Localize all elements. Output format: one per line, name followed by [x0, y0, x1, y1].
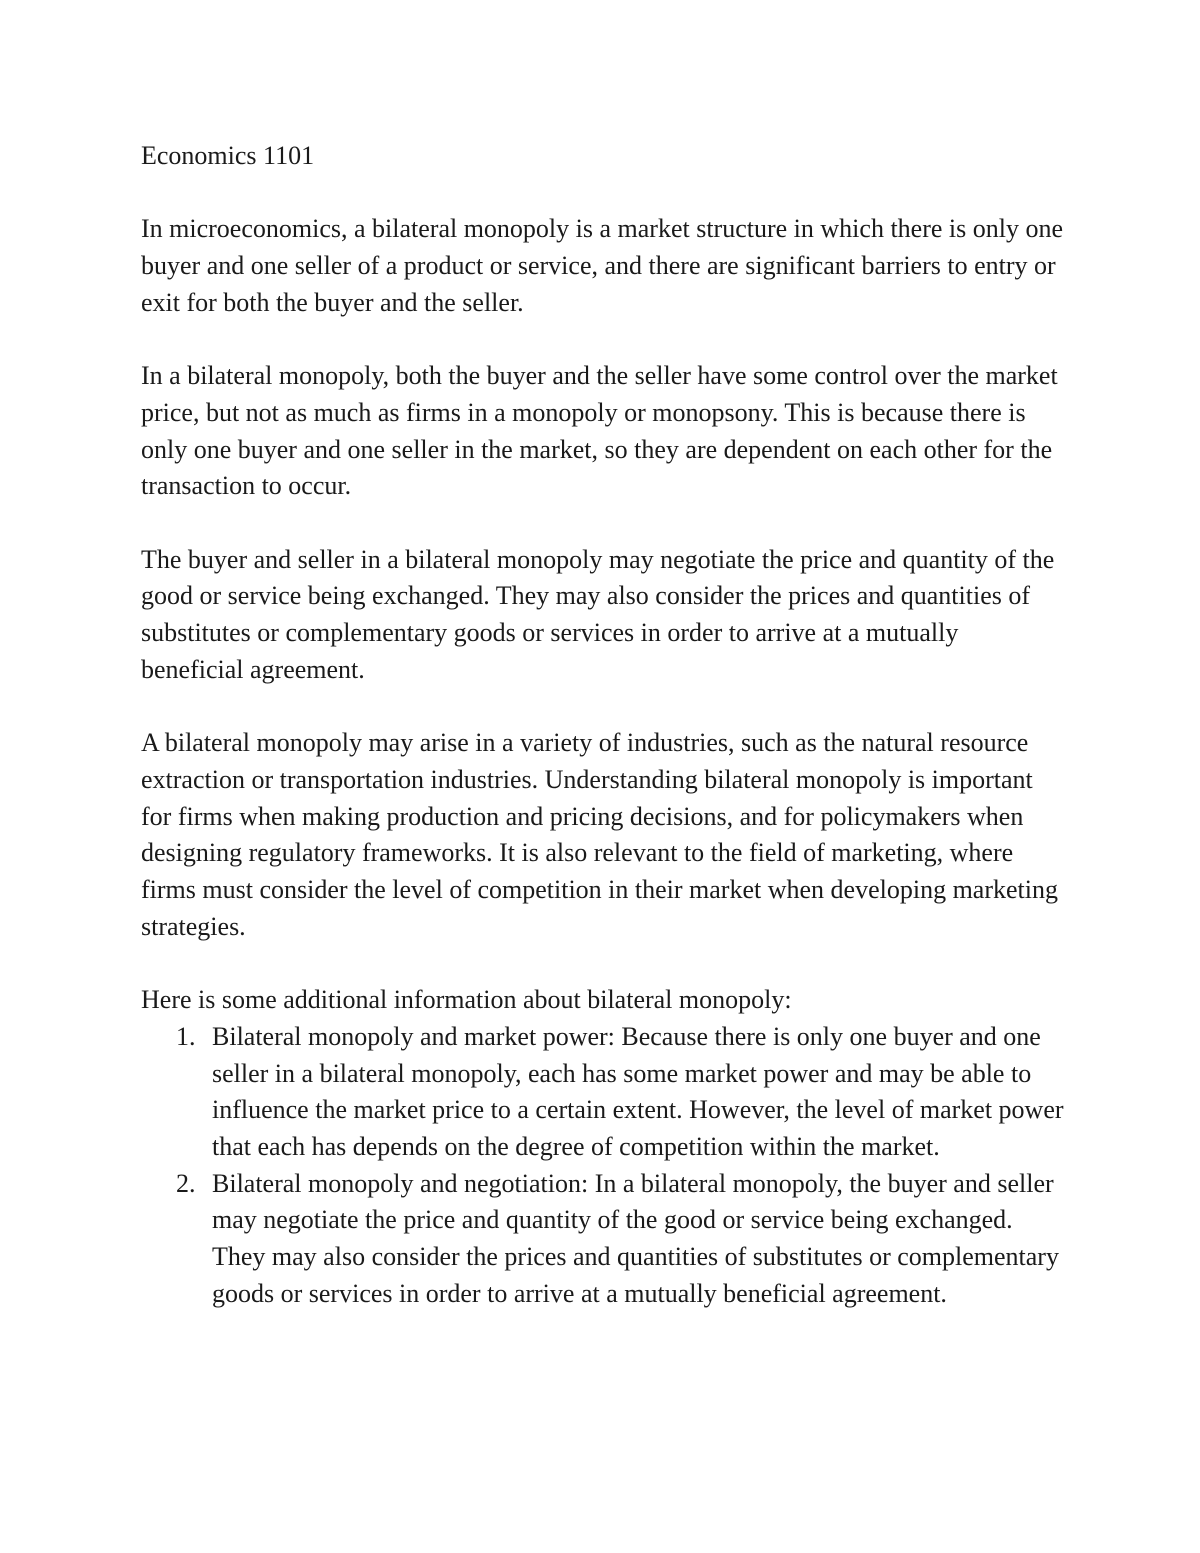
paragraph-definition: In microeconomics, a bilateral monopoly is a market structure in which there is only one buyer and one seller of a product or service, and there are significant barriers to entry or exit for both the buyer and the seller.	[141, 214, 1064, 317]
numbered-list	[141, 1019, 1066, 1313]
paragraph-negotiation: The buyer and seller in a bilateral monopoly may negotiate the price and quantity of the good or service being exchanged. They may also consider the prices and quantities of substitutes or complementary goods or services in order to arrive at a mutually beneficial agreement.	[141, 544, 1055, 684]
list-item	[141, 1166, 1066, 1313]
paragraph-industries: A bilateral monopoly may arise in a variety of industries, such as the natural resource extraction or transportation industries. Understanding bilateral monopoly is important for firms when making production and pricing decisions, and for policymakers when designing regulatory frameworks. It is also relevant to the field of marketing, where firms must consider the level of competition in their market when developing marketing strategies.	[141, 728, 1058, 941]
list-item-number: 2.	[176, 1168, 196, 1198]
list-item-text: Bilateral monopoly and market power: Because there is only one buyer and one seller in a bilateral monopoly, each has some market power and may be able to influence the market price to a certain extent. However, the level of market power that each has depends on the degree of competition within the market.	[212, 1021, 1064, 1161]
list-intro: Here is some additional information about bilateral monopoly:	[141, 985, 792, 1015]
list-item	[141, 1019, 1066, 1166]
list-item-number: 1.	[176, 1021, 196, 1051]
paragraph-market-control: In a bilateral monopoly, both the buyer and the seller have some control over the market price, but not as much as firms in a monopoly or monopsony. This is because there is only one buyer and one seller in the market, so they are dependent on each other for the transaction to occur.	[141, 361, 1058, 501]
document-page	[141, 138, 1066, 1312]
list-item-text: Bilateral monopoly and negotiation: In a bilateral monopoly, the buyer and seller may negotiate the price and quantity of the good or service being exchanged. They may also consider the prices and quantities of substitutes or complementary goods or services in order to arrive at a mutually beneficial agreement.	[212, 1168, 1059, 1308]
document-heading: Economics 1101	[141, 141, 315, 170]
